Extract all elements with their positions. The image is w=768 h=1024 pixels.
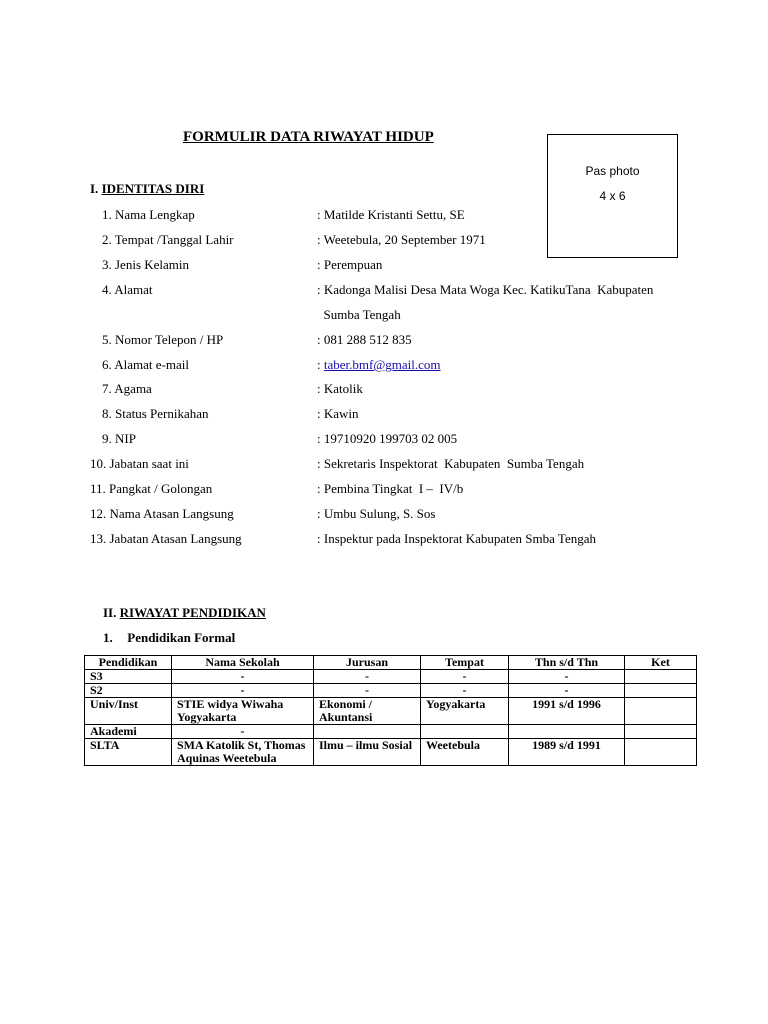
identity-value: : Pembina Tingkat I – IV/b <box>317 481 464 496</box>
identity-value: : Perempuan <box>317 257 383 272</box>
cell-nama-sekolah: - <box>172 725 314 739</box>
identity-value: : 19710920 199703 02 005 <box>317 431 458 446</box>
subhead-number: 1. <box>103 630 113 645</box>
cell-tempat: Weetebula <box>421 739 509 766</box>
col-header-nama-sekolah: Nama Sekolah <box>172 656 314 670</box>
table-row <box>85 684 697 698</box>
email-link[interactable]: taber.bmf@gmail.com <box>323 357 441 372</box>
col-header-jurusan: Jurusan <box>314 656 421 670</box>
identity-label: 3. Jenis Kelamin <box>102 257 190 272</box>
cell-pendidikan: Univ/Inst <box>85 698 172 725</box>
cell-tahun: - <box>509 670 625 684</box>
section-education-heading <box>103 605 266 621</box>
cell-tempat: - <box>421 684 509 698</box>
identity-value <box>317 357 441 373</box>
cell-ket <box>625 725 697 739</box>
cell-ket <box>625 670 697 684</box>
cell-tahun: - <box>509 684 625 698</box>
identity-label: 11. Pangkat / Golongan <box>90 481 213 496</box>
cell-pendidikan: S2 <box>85 684 172 698</box>
identity-value: : 081 288 512 835 <box>317 332 412 347</box>
section-number: II. <box>103 605 117 620</box>
identity-label: 7. Agama <box>102 381 152 396</box>
section-number: I. <box>90 181 99 196</box>
section-title: RIWAYAT PENDIDIKAN <box>119 605 266 620</box>
cell-jurusan: Ekonomi / Akuntansi <box>314 698 421 725</box>
identity-label: 12. Nama Atasan Langsung <box>90 506 234 521</box>
education-table <box>84 655 697 766</box>
form-title: FORMULIR DATA RIWAYAT HIDUP <box>183 129 434 145</box>
cell-pendidikan: SLTA <box>85 739 172 766</box>
cell-tempat <box>421 725 509 739</box>
identity-value: : Sekretaris Inspektorat Kabupaten Sumba Tengah <box>317 456 585 471</box>
cell-pendidikan: S3 <box>85 670 172 684</box>
cell-tempat: - <box>421 670 509 684</box>
identity-label: 2. Tempat /Tanggal Lahir <box>102 232 234 247</box>
cell-ket <box>625 684 697 698</box>
identity-value: : Kawin <box>317 406 359 421</box>
identity-value: : Kadonga Malisi Desa Mata Woga Kec. KatikuTana Kabupaten <box>317 282 654 297</box>
cell-tahun <box>509 725 625 739</box>
identity-label: 9. NIP <box>102 431 136 446</box>
photo-label: Pas photo <box>585 164 640 178</box>
table-row <box>85 698 697 725</box>
identity-value: : Matilde Kristanti Settu, SE <box>317 207 465 222</box>
identity-value: : Umbu Sulung, S. Sos <box>317 506 436 521</box>
cell-nama-sekolah: - <box>172 670 314 684</box>
cell-jurusan <box>314 725 421 739</box>
col-header-tahun: Thn s/d Thn <box>509 656 625 670</box>
identity-value: Sumba Tengah <box>317 307 401 322</box>
section-identity-heading <box>90 181 204 197</box>
table-header-row <box>85 656 697 670</box>
cell-pendidikan: Akademi <box>85 725 172 739</box>
cell-ket <box>625 698 697 725</box>
identity-label: 4. Alamat <box>102 282 153 297</box>
col-header-pendidikan: Pendidikan <box>85 656 172 670</box>
cell-tahun: 1989 s/d 1991 <box>509 739 625 766</box>
photo-placeholder <box>547 134 678 258</box>
identity-label: 6. Alamat e-mail <box>102 357 190 372</box>
col-header-tempat: Tempat <box>421 656 509 670</box>
identity-value: : Katolik <box>317 381 363 396</box>
identity-value: : Inspektur pada Inspektorat Kabupaten Smba Tengah <box>317 531 596 546</box>
photo-size: 4 x 6 <box>599 189 626 203</box>
cell-nama-sekolah: STIE widya Wiwaha Yogyakarta <box>172 698 314 725</box>
identity-label: 1. Nama Lengkap <box>102 207 195 222</box>
cell-jurusan: Ilmu – ilmu Sosial <box>314 739 421 766</box>
identity-label: 13. Jabatan Atasan Langsung <box>90 531 242 546</box>
table-row <box>85 739 697 766</box>
section-title: IDENTITAS DIRI <box>101 181 205 196</box>
subhead-label: Pendidikan Formal <box>127 630 236 645</box>
cell-jurusan: - <box>314 684 421 698</box>
identity-label: 10. Jabatan saat ini <box>90 456 189 471</box>
identity-label: 5. Nomor Telepon / HP <box>102 332 224 347</box>
cell-nama-sekolah: SMA Katolik St, Thomas Aquinas Weetebula <box>172 739 314 766</box>
cell-tempat: Yogyakarta <box>421 698 509 725</box>
table-row <box>85 670 697 684</box>
identity-label: 8. Status Pernikahan <box>102 406 209 421</box>
cell-tahun: 1991 s/d 1996 <box>509 698 625 725</box>
cell-jurusan: - <box>314 670 421 684</box>
formal-education-heading <box>103 630 235 646</box>
col-header-ket: Ket <box>625 656 697 670</box>
identity-value: : Weetebula, 20 September 1971 <box>317 232 486 247</box>
identity-value-prefix: : <box>317 357 324 372</box>
cell-ket <box>625 739 697 766</box>
table-row <box>85 725 697 739</box>
cell-nama-sekolah: - <box>172 684 314 698</box>
